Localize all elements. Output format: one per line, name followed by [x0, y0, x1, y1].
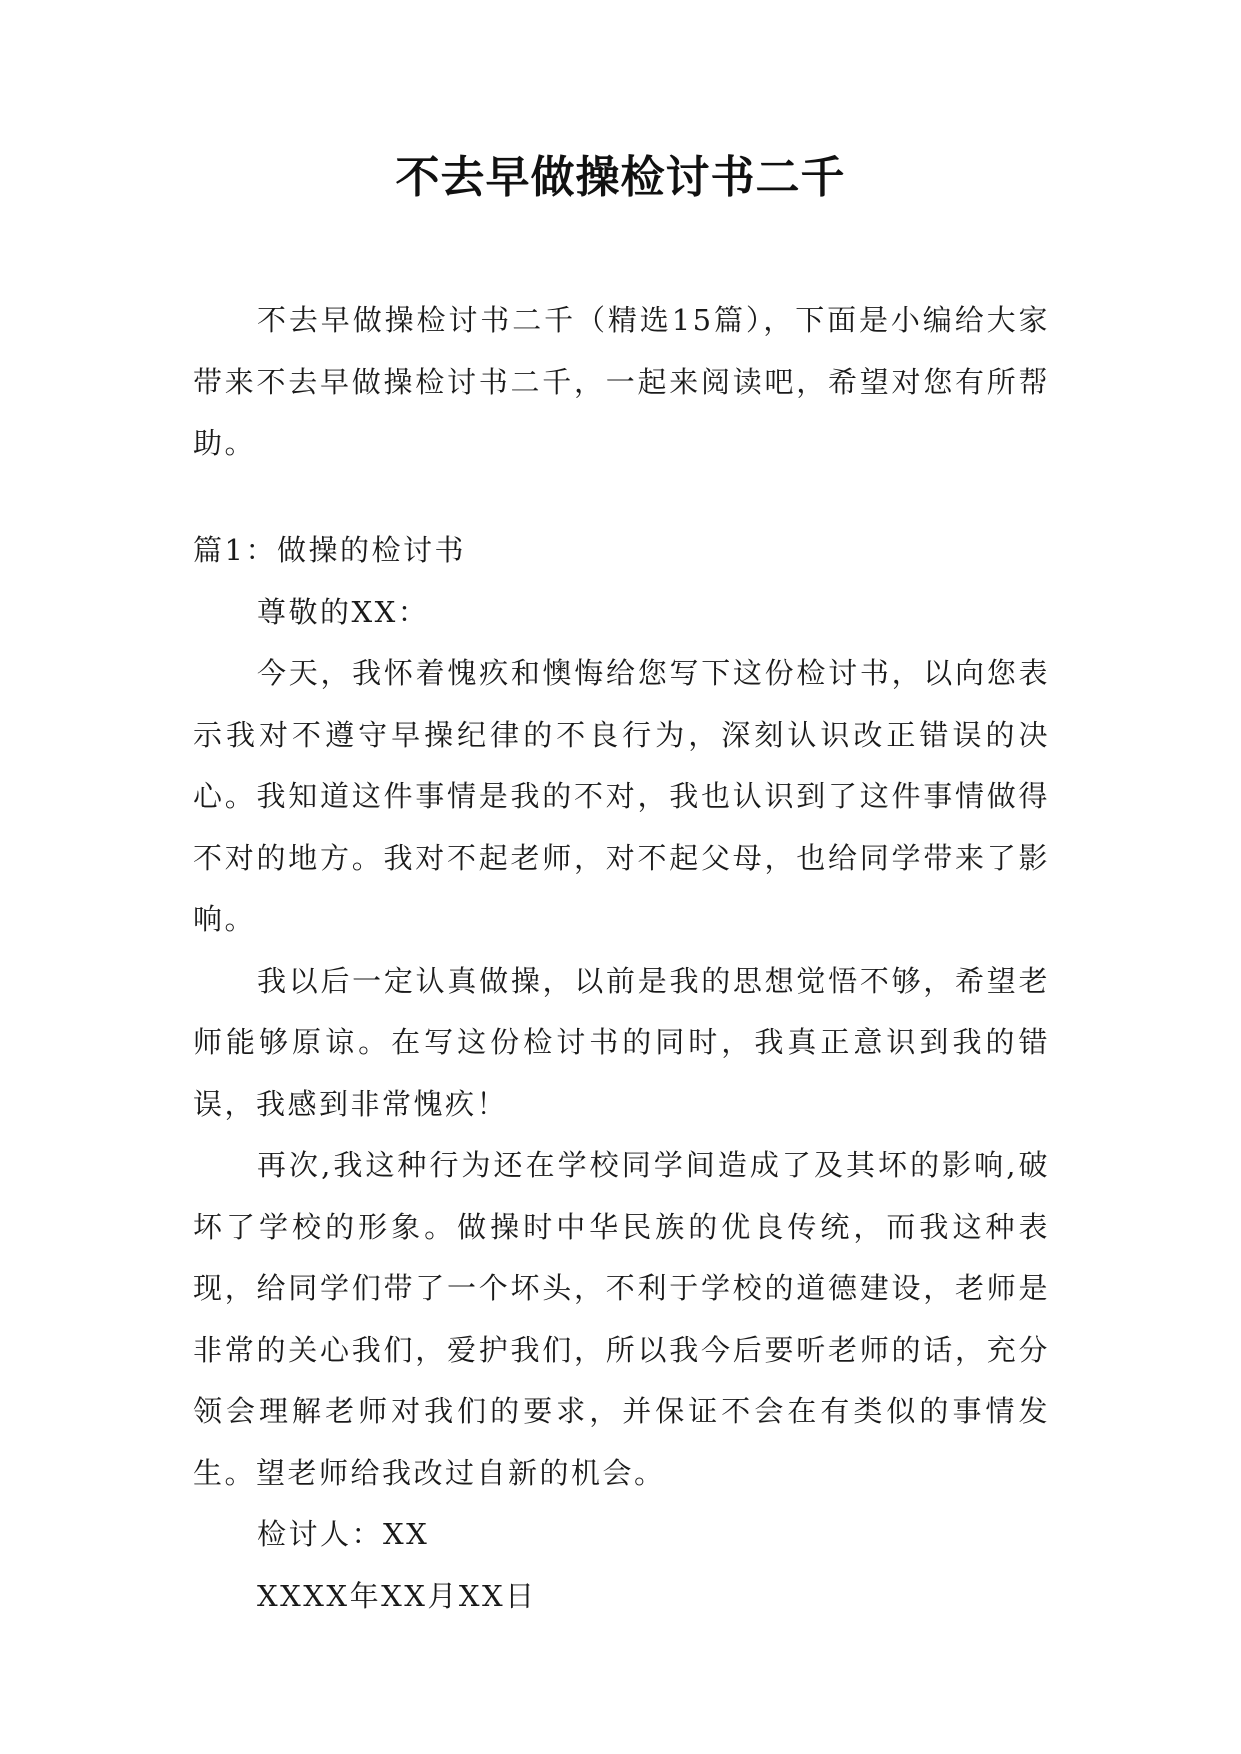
signer-line: 检讨人：XX: [257, 1517, 430, 1551]
section-heading: 篇1：做操的检讨书: [193, 533, 466, 567]
intro-paragraph: 不去早做操检讨书二千（精选15篇），下面是小编给大家带来不去早做操检讨书二千，一起来阅读吧，希望对您有所帮助。: [193, 303, 1050, 460]
body-paragraph: 再次,我这种行为还在学校同学间造成了及其坏的影响,破坏了学校的形象。做操时中华民族的优良传统，而我这种表现，给同学们带了一个坏头，不利于学校的道德建设，老师是非常的关心我们，爱护我们，所以我今后要听老师的话，充分领会理解老师对我们的要求，并保证不会在有类似的事情发生。望老师给我改过自新的机会。: [193, 1148, 1050, 1490]
article-body: [193, 520, 1050, 1627]
document-title: 不去早做操检讨书二千: [395, 152, 846, 203]
date-line: XXXX年XX月XX日: [257, 1578, 537, 1613]
body-paragraph: 今天，我怀着愧疚和懊悔给您写下这份检讨书，以向您表示我对不遵守早操纪律的不良行为，深刻认识改正错误的决心。我知道这件事情是我的不对，我也认识到了这件事情做得不对的地方。我对不起老师，对不起父母，也给同学带来了影响。: [193, 656, 1050, 936]
salutation: 尊敬的XX：: [257, 594, 430, 629]
body-paragraph: 我以后一定认真做操，以前是我的思想觉悟不够，希望老师能够原谅。在写这份检讨书的同时，我真正意识到我的错误，我感到非常愧疚！: [193, 963, 1050, 1121]
intro-block: [193, 290, 1050, 475]
